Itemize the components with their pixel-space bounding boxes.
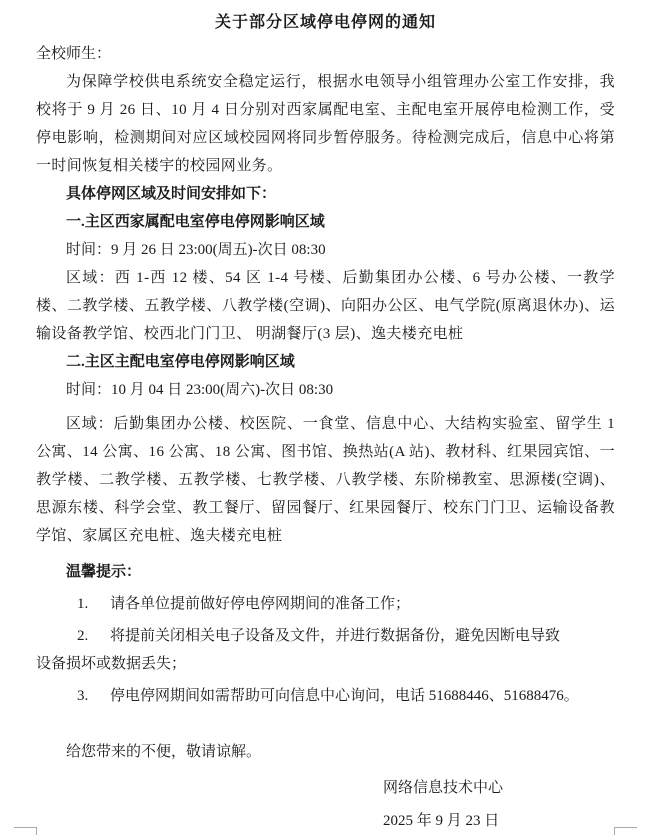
tip-1-number: 1. [77,596,89,612]
tip-2-text: 将提前关闭相关电子设备及文件，并进行数据备份，避免因断电导致 [110,628,561,644]
crop-mark-bottom-right [614,827,637,835]
tip-1-text: 请各单位提前做好停电停网期间的准备工作； [110,596,411,612]
date: 2025 年 9 月 23 日 [383,813,500,829]
schedule-heading: 具体停网区域及时间安排如下： [66,186,277,202]
section-1-heading: 一.主区西家属配电室停电停网影响区域 [66,214,325,230]
crop-mark-bottom-left [14,827,37,835]
tips-heading: 温馨提示： [66,564,142,580]
tip-item-2-continuation: 设备损坏或数据丢失； [36,656,187,672]
signature: 网络信息技术中心 [383,780,504,796]
intro-paragraph: 为保障学校供电系统安全稳定运行，根据水电领导小组管理办公室工作安排，我校将于 9 月 26 日、10 月 4 日分别对西家属配电室、主配电室开展停电检测工作，受停电影响，检测期间对应区域校园网将同步暂停服务。待检测完成后，信息中心将第一时间恢复相关楼宇的校园网业务。 [36,74,615,174]
tip-item-2 [36,622,615,650]
salutation: 全校师生： [36,46,112,62]
section-2-time: 时间：10 月 04 日 23:00(周六)-次日 08:30 [66,382,334,398]
section-2-area: 区域：后勤集团办公楼、校医院、一食堂、信息中心、大结构实验室、留学生 1 公寓、14 公寓、16 公寓、18 公寓、图书馆、换热站(A 站)、教材科、红果园宾馆、一教学楼、二教学楼、五教学楼、七教学楼、八教学楼、东阶梯教室、思源楼(空调)、思源东楼、科学会堂、教工餐厅、留园餐厅、红果园餐厅、校东门门卫、运输设备教学馆、家属区充电桩、逸夫楼充电桩 [36,416,615,544]
tip-3-number: 3. [77,688,89,704]
tip-item-3 [36,682,615,710]
notice-title: 关于部分区域停电停网的通知 [214,14,436,31]
tip-item-1 [36,590,615,618]
tip-2-number: 2. [77,628,89,644]
tip-3-text: 停电停网期间如需帮助可向信息中心询问，电话 51688446、51688476。 [110,688,579,704]
section-1-time: 时间：9 月 26 日 23:00(周五)-次日 08:30 [66,242,326,258]
section-1-area: 区域：西 1-西 12 楼、54 区 1-4 号楼、后勤集团办公楼、6 号办公楼、一教学楼、二教学楼、五教学楼、八教学楼(空调)、向阳办公区、电气学院(原离退休办)、运输设备教学馆、校西北门门卫、 明湖餐厅(3 层)、逸夫楼充电桩 [36,270,615,342]
section-2-heading: 二.主区主配电室停电停网影响区域 [66,354,295,370]
closing-paragraph: 给您带来的不便，敬请谅解。 [66,744,262,760]
